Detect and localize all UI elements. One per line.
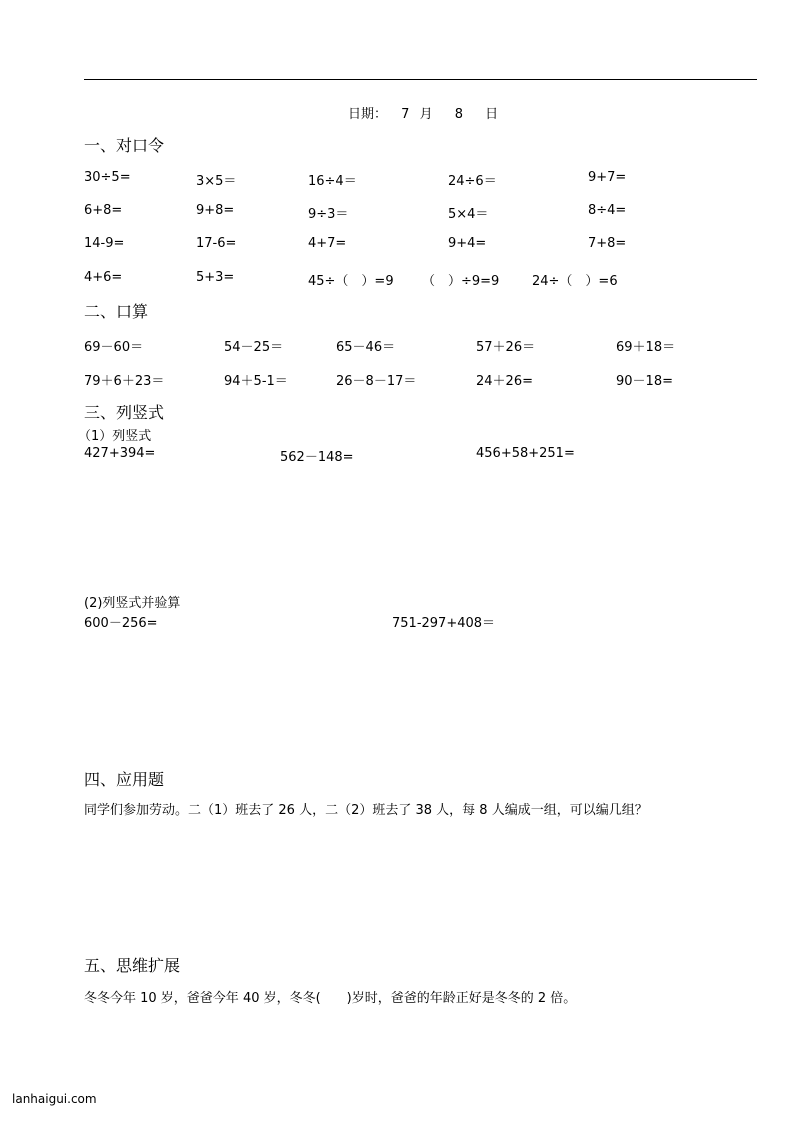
- exercise: 9+4=: [448, 236, 487, 251]
- vertical-calc: 562－148=: [280, 450, 354, 465]
- exercise: 26－8－17＝: [336, 374, 417, 389]
- section-title-4: 四、应用题: [84, 770, 165, 789]
- vertical-calc: 751-297+408＝: [392, 616, 496, 631]
- exercise: 45÷（ ）=9: [308, 274, 394, 289]
- date-line: [348, 103, 498, 122]
- exercise: 5×4＝: [448, 207, 489, 222]
- section-title-3: 三、列竖式: [84, 403, 165, 422]
- exercise: 5+3=: [196, 270, 235, 285]
- exercise: 90－18=: [616, 374, 673, 389]
- date-day-unit: 日: [485, 107, 499, 122]
- word-problem: 同学们参加劳动。二（1）班去了 26 人，二（2）班去了 38 人，每 8 人编成一组，可以编几组？: [84, 803, 648, 818]
- date-day: 8: [454, 107, 464, 122]
- date-month-unit: 月: [419, 107, 433, 122]
- date-label: 日期：: [348, 107, 388, 122]
- exercise: 4+7=: [308, 236, 347, 251]
- exercise: 7+8=: [588, 236, 627, 251]
- exercise: 24÷（ ）=6: [532, 274, 618, 289]
- thinking-problem: 冬冬今年 10 岁，爸爸今年 40 岁，冬冬( )岁时，爸爸的年龄正好是冬冬的 2 倍。: [84, 991, 577, 1006]
- exercise: 14-9=: [84, 236, 125, 251]
- date-month: 7: [401, 107, 410, 122]
- exercise: （ ）÷9=9: [422, 274, 500, 289]
- exercise: 9÷3＝: [308, 207, 349, 222]
- exercise: 69－60＝: [84, 340, 144, 355]
- exercise: 9+7=: [588, 170, 627, 185]
- subsection-title-2: (2)列竖式并验算: [84, 596, 181, 611]
- exercise: 57＋26＝: [476, 340, 536, 355]
- exercise: 4+6=: [84, 270, 123, 285]
- exercise: 9+8=: [196, 203, 235, 218]
- exercise: 8÷4=: [588, 203, 627, 218]
- exercise: 16÷4＝: [308, 174, 357, 189]
- section-title-5: 五、思维扩展: [84, 956, 181, 975]
- header-rule: [84, 79, 757, 80]
- section-title-1: 一、对口令: [84, 136, 165, 155]
- exercise: 17-6=: [196, 236, 237, 251]
- exercise: 24＋26=: [476, 374, 533, 389]
- vertical-calc: 427+394=: [84, 446, 156, 461]
- exercise: 30÷5=: [84, 170, 131, 185]
- vertical-calc: 600－256=: [84, 616, 158, 631]
- exercise: 94＋5-1＝: [224, 374, 288, 389]
- exercise: 6+8=: [84, 203, 123, 218]
- exercise: 54－25＝: [224, 340, 284, 355]
- section-title-2: 二、口算: [84, 302, 149, 321]
- exercise: 79＋6＋23＝: [84, 374, 165, 389]
- exercise: 69＋18＝: [616, 340, 676, 355]
- subsection-title-1: （1）列竖式: [78, 429, 152, 444]
- footer-url: lanhaigui.com: [12, 1092, 97, 1106]
- exercise: 24÷6＝: [448, 174, 497, 189]
- exercise: 3×5＝: [196, 174, 237, 189]
- vertical-calc: 456+58+251=: [476, 446, 575, 461]
- exercise: 65－46＝: [336, 340, 396, 355]
